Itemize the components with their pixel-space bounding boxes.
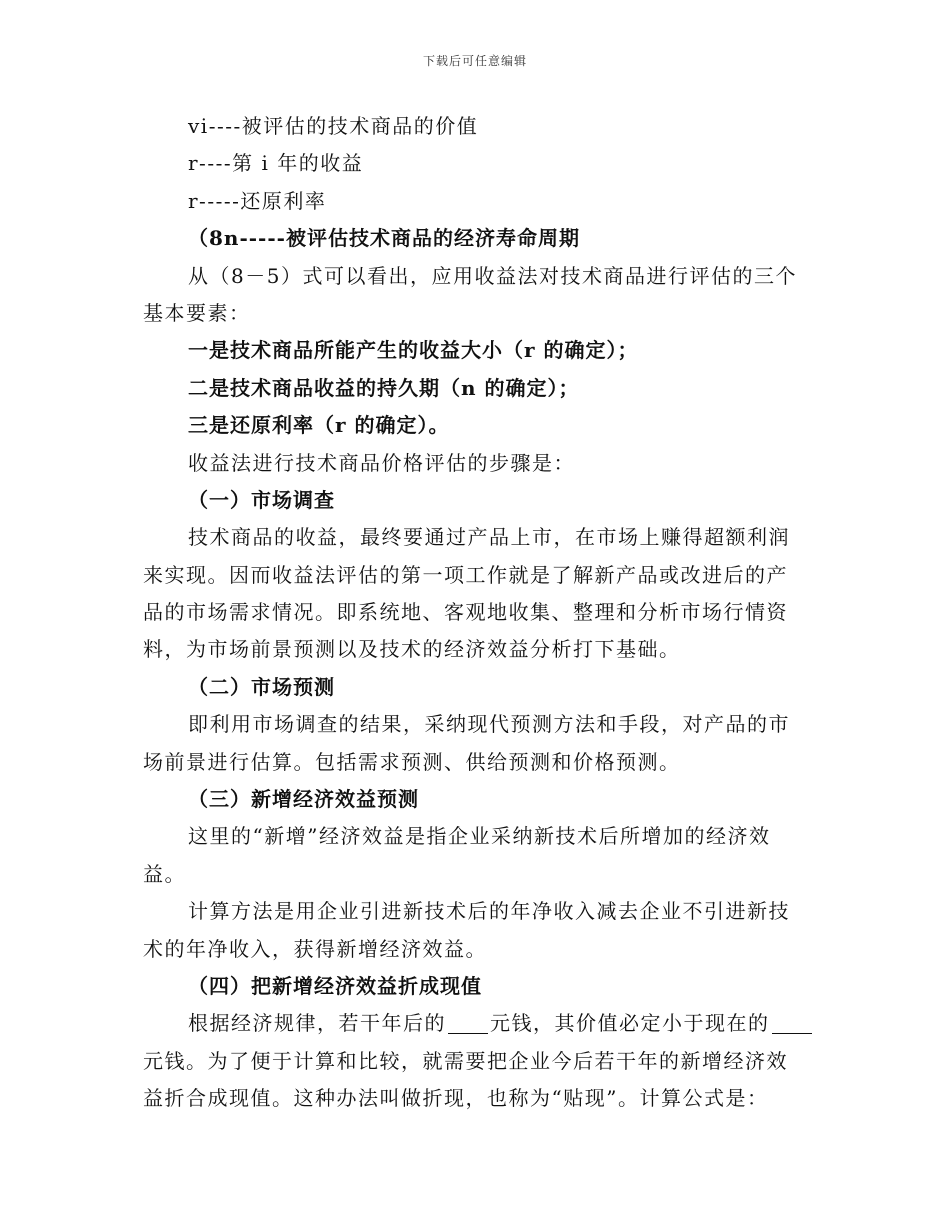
page-header: 下载后可任意编辑 bbox=[422, 54, 527, 68]
paragraph-line: 计算方法是用企业引进新技术后的年净收入减去企业不引进新技 bbox=[188, 899, 790, 924]
definition-revenue: r----第 i 年的收益 bbox=[188, 151, 364, 176]
paragraph-line bbox=[143, 1005, 810, 1042]
paragraph-line: 品的市场需求情况。即系统地、客观地收集、整理和分析市场行情资 bbox=[143, 600, 788, 625]
element-1: 一是技术商品所能产生的收益大小（r 的确定）； bbox=[188, 338, 639, 363]
element-3: 三是还原利率（r 的确定）。 bbox=[188, 413, 450, 438]
paragraph-line: 即利用市场调查的结果，采纳现代预测方法和手段，对产品的市 bbox=[188, 712, 790, 737]
text-segment: 根据经济规律，若干年后的 bbox=[188, 1011, 446, 1036]
text-segment: 元钱，其价值必定小于现在的 bbox=[490, 1011, 770, 1036]
paragraph-line: 益。 bbox=[143, 861, 186, 886]
fill-in-blank bbox=[772, 1011, 812, 1034]
section-title: （二）市场预测 bbox=[188, 674, 335, 699]
definition-value: vi----被评估的技术商品的价值 bbox=[188, 114, 479, 138]
section-title: （三）新增经济效益预测 bbox=[188, 787, 419, 812]
paragraph-line: 从（8－5）式可以看出，应用收益法对技术商品进行评估的三个 bbox=[188, 263, 797, 288]
element-2: 二是技术商品收益的持久期（n 的确定）； bbox=[188, 375, 580, 400]
paragraph-line: 益折合成现值。这种办法叫做折现，也称为“贴现”。计算公式是： bbox=[143, 1086, 769, 1111]
paragraph-line: 这里的“新增”经济效益是指企业采纳新技术后所增加的经济效 bbox=[188, 824, 771, 849]
paragraph-line: 元钱。为了便于计算和比较，就需要把企业今后若干年的新增经济效 bbox=[143, 1048, 788, 1073]
paragraph-line: 料，为市场前景预测以及技术的经济效益分析打下基础。 bbox=[143, 637, 681, 662]
paragraph-line: 术的年净收入，获得新增经济效益。 bbox=[143, 936, 487, 961]
steps-intro: 收益法进行技术商品价格评估的步骤是： bbox=[188, 450, 575, 475]
fill-in-blank bbox=[448, 1011, 488, 1034]
document-body bbox=[143, 108, 810, 1118]
definition-life-cycle: （8n-----被评估技术商品的经济寿命周期 bbox=[188, 226, 580, 251]
paragraph-line: 基本要素： bbox=[143, 300, 251, 325]
paragraph-line: 技术商品的收益，最终要通过产品上市，在市场上赚得超额利润 bbox=[188, 525, 790, 550]
paragraph-line: 场前景进行估算。包括需求预测、供给预测和价格预测。 bbox=[143, 749, 681, 774]
section-title: （四）把新增经济效益折成现值 bbox=[188, 973, 482, 998]
section-title: （一）市场调查 bbox=[188, 487, 335, 512]
paragraph-line: 来实现。因而收益法评估的第一项工作就是了解新产品或改进后的产 bbox=[143, 562, 788, 587]
definition-rate: r-----还原利率 bbox=[188, 188, 327, 213]
